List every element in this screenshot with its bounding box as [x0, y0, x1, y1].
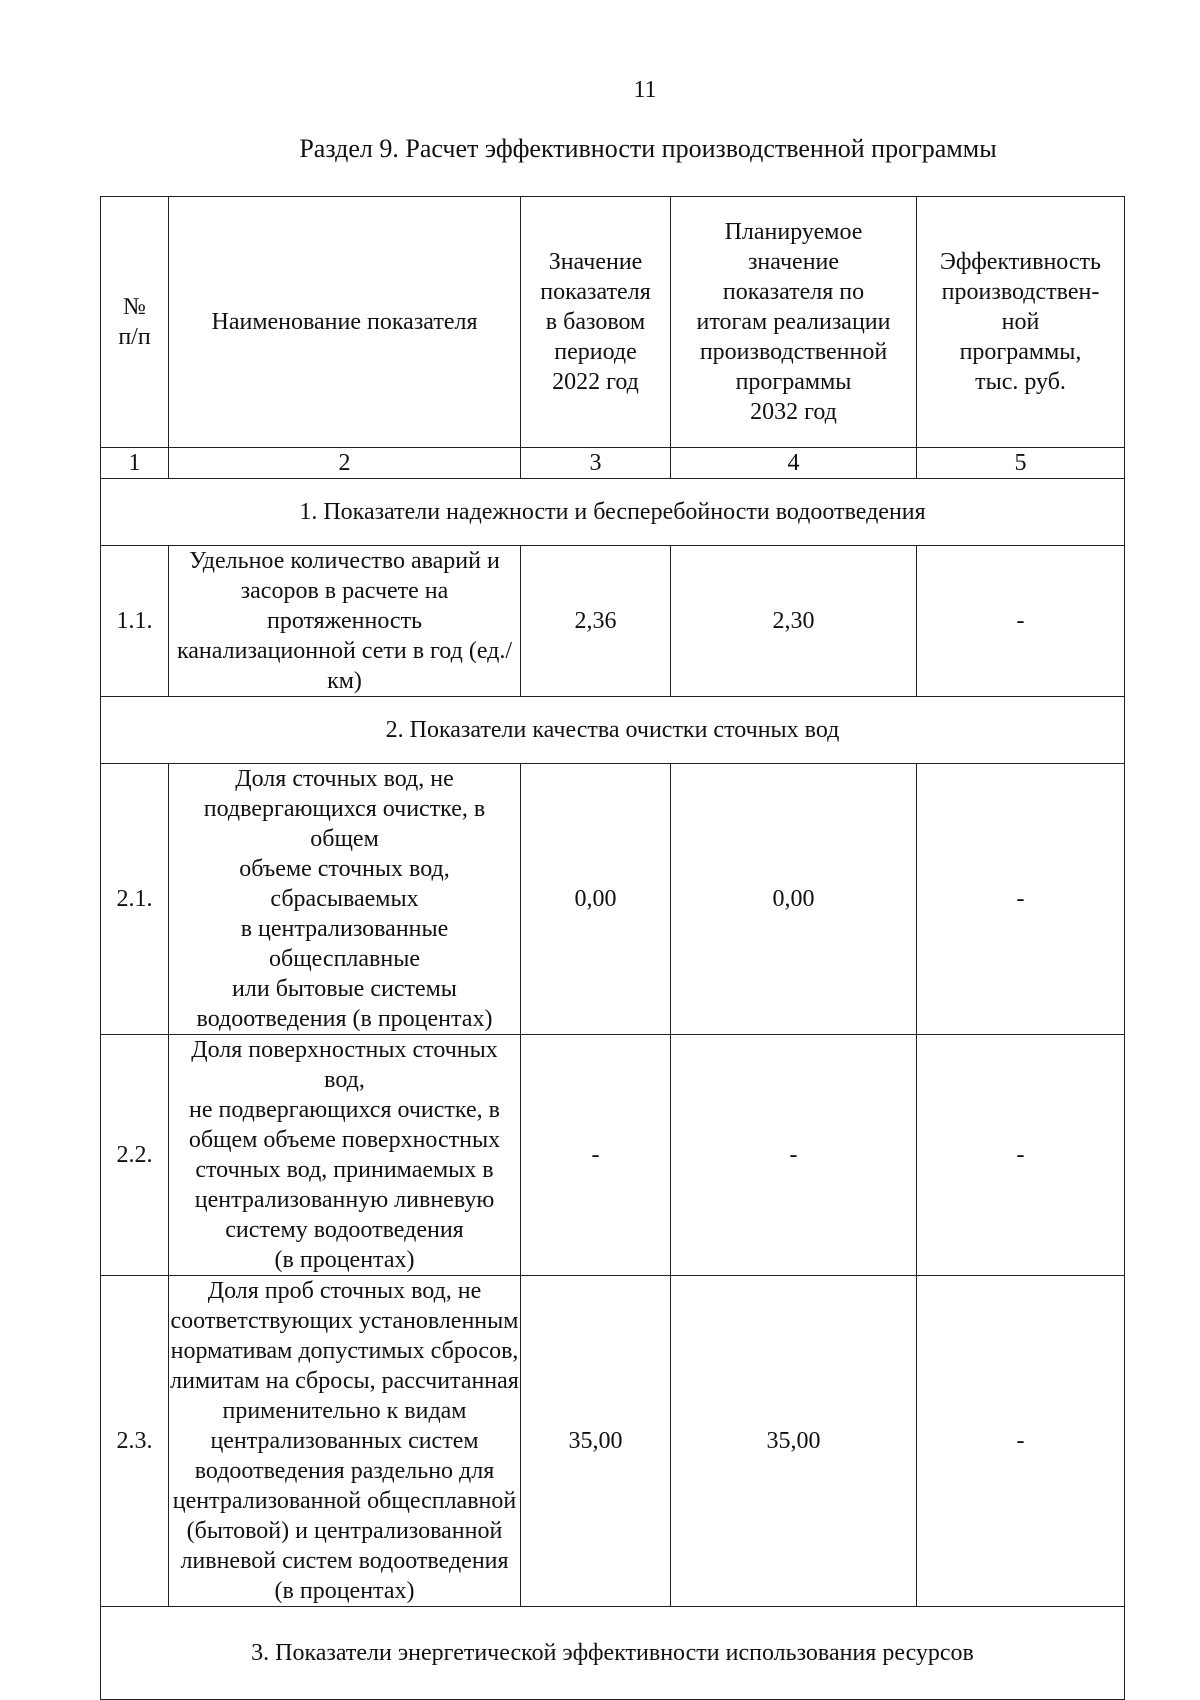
- group-title: 3. Показатели энергетической эффективности использования ресурсов: [101, 1607, 1125, 1700]
- indicator-name: Доля проб сточных вод, не соответствующих установленным нормативам допустимых сбросов, лимитам на сбросы, рассчитанная применительно к видам централизованных систем водоотведения раздельно для централизованной общесплавной (бытовой) и централизованной ливневой систем водоотведения (в процентах): [169, 1276, 521, 1607]
- header-row: [101, 197, 1125, 448]
- table-row: [101, 546, 1125, 697]
- group-row: [101, 479, 1125, 546]
- effect-value: -: [917, 1276, 1125, 1607]
- group-row: [101, 697, 1125, 764]
- base-value: -: [521, 1035, 671, 1276]
- planned-value: 2,30: [671, 546, 917, 697]
- planned-value: 0,00: [671, 764, 917, 1035]
- row-number: 2.2.: [101, 1035, 169, 1276]
- column-number: 1: [101, 448, 169, 479]
- effect-value: -: [917, 546, 1125, 697]
- table-row: [101, 1035, 1125, 1276]
- header-cell-num: № п/п: [101, 197, 169, 448]
- group-title: 2. Показатели качества очистки сточных вод: [101, 697, 1125, 764]
- base-value: 0,00: [521, 764, 671, 1035]
- group-row: [101, 1607, 1125, 1700]
- indicator-name: Доля сточных вод, не подвергающихся очистке, в общем объеме сточных вод, сбрасываемых в централизованные общесплавные или бытовые системы водоотведения (в процентах): [169, 764, 521, 1035]
- column-number: 2: [169, 448, 521, 479]
- header-cell-planned: Планируемое значение показателя по итогам реализации производственной программы 2032 год: [671, 197, 917, 448]
- indicator-name: Доля поверхностных сточных вод, не подвергающихся очистке, в общем объеме поверхностных сточных вод, принимаемых в централизованную ливневую систему водоотведения (в процентах): [169, 1035, 521, 1276]
- page-number: 11: [633, 77, 657, 103]
- table-row: [101, 1276, 1125, 1607]
- group-title: 1. Показатели надежности и бесперебойности водоотведения: [101, 479, 1125, 546]
- table-row: [101, 764, 1125, 1035]
- column-number: 3: [521, 448, 671, 479]
- column-number: 4: [671, 448, 917, 479]
- indicator-name: Удельное количество аварий и засоров в расчете на протяженность канализационной сети в год (ед./км): [169, 546, 521, 697]
- header-cell-name: Наименование показателя: [169, 197, 521, 448]
- effect-value: -: [917, 1035, 1125, 1276]
- efficiency-table: [100, 196, 1125, 1700]
- header-cell-base: Значение показателя в базовом периоде 2022 год: [521, 197, 671, 448]
- planned-value: -: [671, 1035, 917, 1276]
- header-cell-effect: Эффективность производствен- ной программы, тыс. руб.: [917, 197, 1125, 448]
- base-value: 2,36: [521, 546, 671, 697]
- column-number: 5: [917, 448, 1125, 479]
- row-number: 2.1.: [101, 764, 169, 1035]
- row-number: 2.3.: [101, 1276, 169, 1607]
- column-number-row: [101, 448, 1125, 479]
- row-number: 1.1.: [101, 546, 169, 697]
- section-title: Раздел 9. Расчет эффективности производственной программы: [299, 134, 997, 163]
- effect-value: -: [917, 764, 1125, 1035]
- planned-value: 35,00: [671, 1276, 917, 1607]
- base-value: 35,00: [521, 1276, 671, 1607]
